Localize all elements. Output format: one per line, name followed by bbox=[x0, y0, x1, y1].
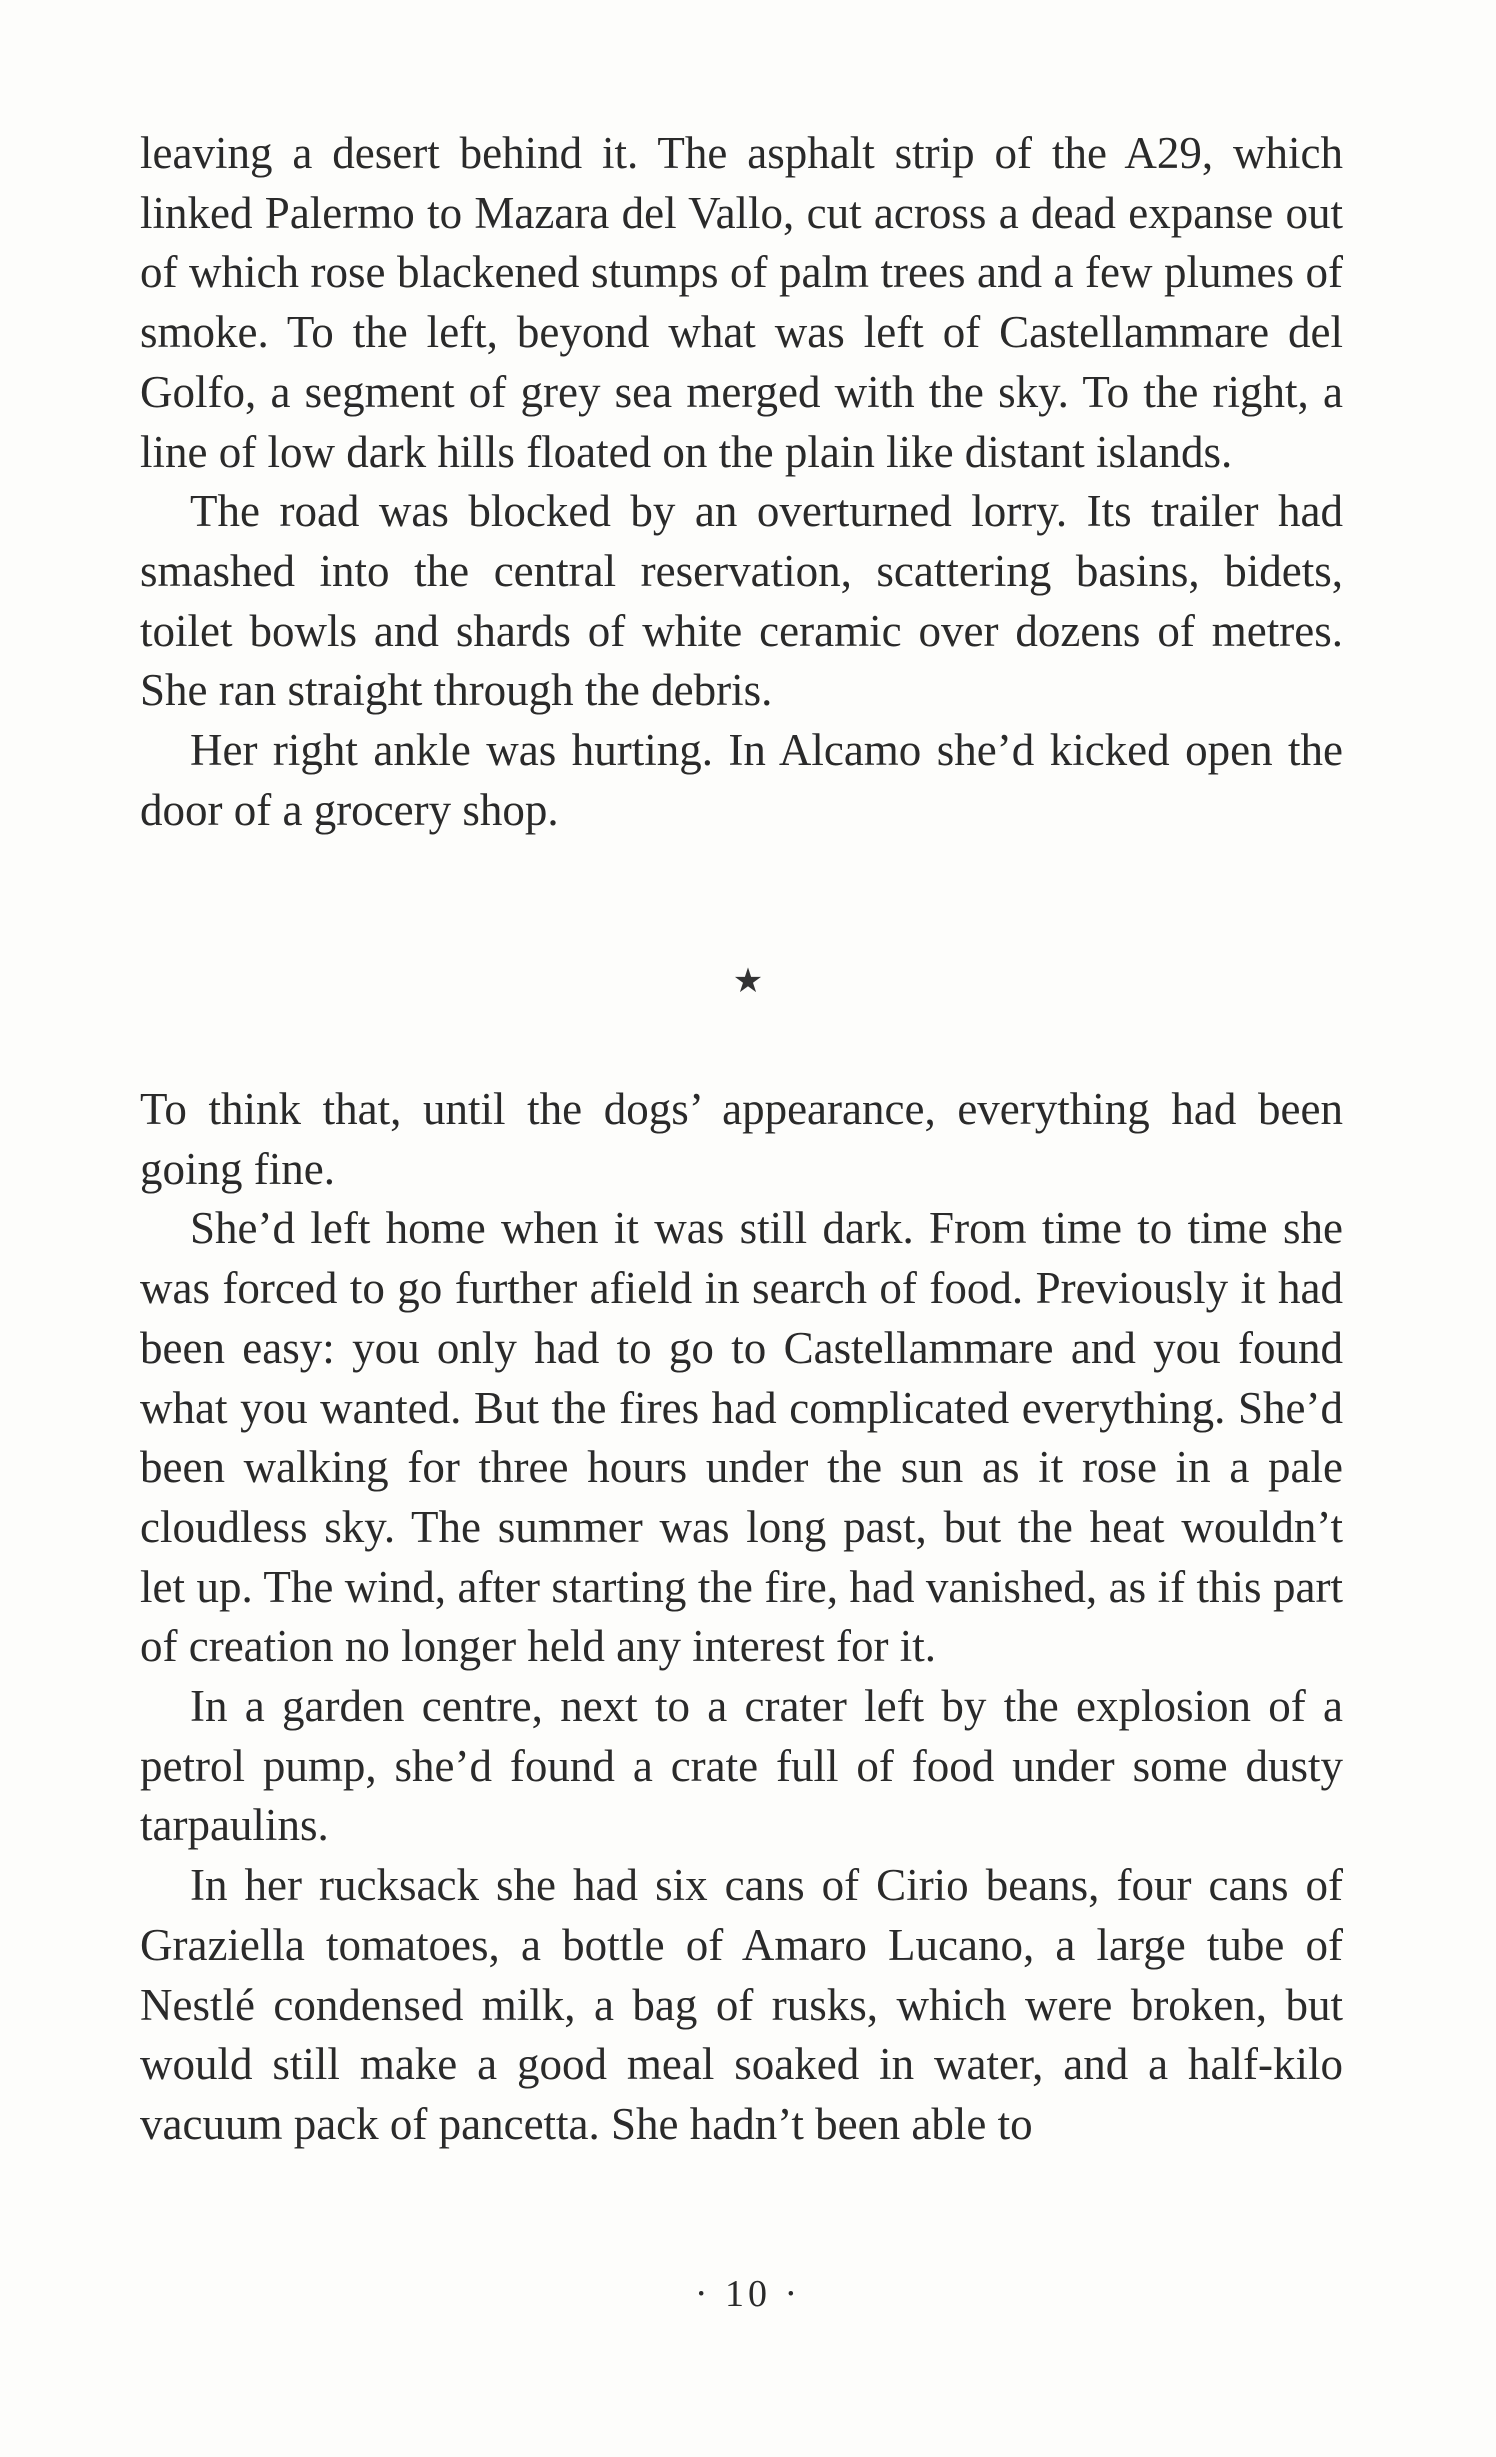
section-break-star: ★ bbox=[732, 963, 764, 1000]
paragraph: The road was blocked by an overturned lorry. Its trailer had smashed into the central reservation, scattering basins, bidets, toilet bowls and shards of white ceramic over dozens of metres. She ran straight through the debris. bbox=[140, 486, 1343, 716]
page-number: · 10 · bbox=[694, 2273, 802, 2315]
paragraph: leaving a desert behind it. The asphalt strip of the A29, which linked Palermo to Mazara del Vallo, cut across a dead expanse out of which rose blackened stumps of palm trees and a few plumes of smoke. To the left, beyond what was left of Castellammare del Golfo, a segment of grey sea merged with the sky. To the right, a line of low dark hills floated on the plain like distant islands. bbox=[140, 128, 1343, 477]
paragraph: She’d left home when it was still dark. From time to time she was forced to go further afield in search of food. Previously it had been easy: you only had to go to Castellammare and you found what you wanted. But the fires had complicated everything. She’d been walking for three hours under the sun as it rose in a pale cloudless sky. The summer was long past, but the heat wouldn’t let up. The wind, after starting the fire, had vanished, as if this part of creation no longer held any interest for it. bbox=[140, 1203, 1343, 1672]
paragraph: Her right ankle was hurting. In Alcamo she’d kicked open the door of a grocery shop. bbox=[140, 725, 1343, 835]
paragraph: To think that, until the dogs’ appearance, everything had been going fine. bbox=[140, 1084, 1343, 1194]
text-section-two bbox=[140, 1080, 1343, 2155]
text-section-one bbox=[140, 124, 1343, 840]
paragraph: In her rucksack she had six cans of Cirio beans, four cans of Graziella tomatoes, a bottle of Amaro Lucano, a large tube of Nestlé condensed milk, a bag of rusks, which were broken, but would still make a good meal soaked in water, and a half-kilo vacuum pack of pancetta. She hadn’t been able to bbox=[140, 1860, 1343, 2149]
paragraph: In a garden centre, next to a crater left by the explosion of a petrol pump, she’d found a crate full of food under some dusty tarpaulins. bbox=[140, 1681, 1343, 1851]
